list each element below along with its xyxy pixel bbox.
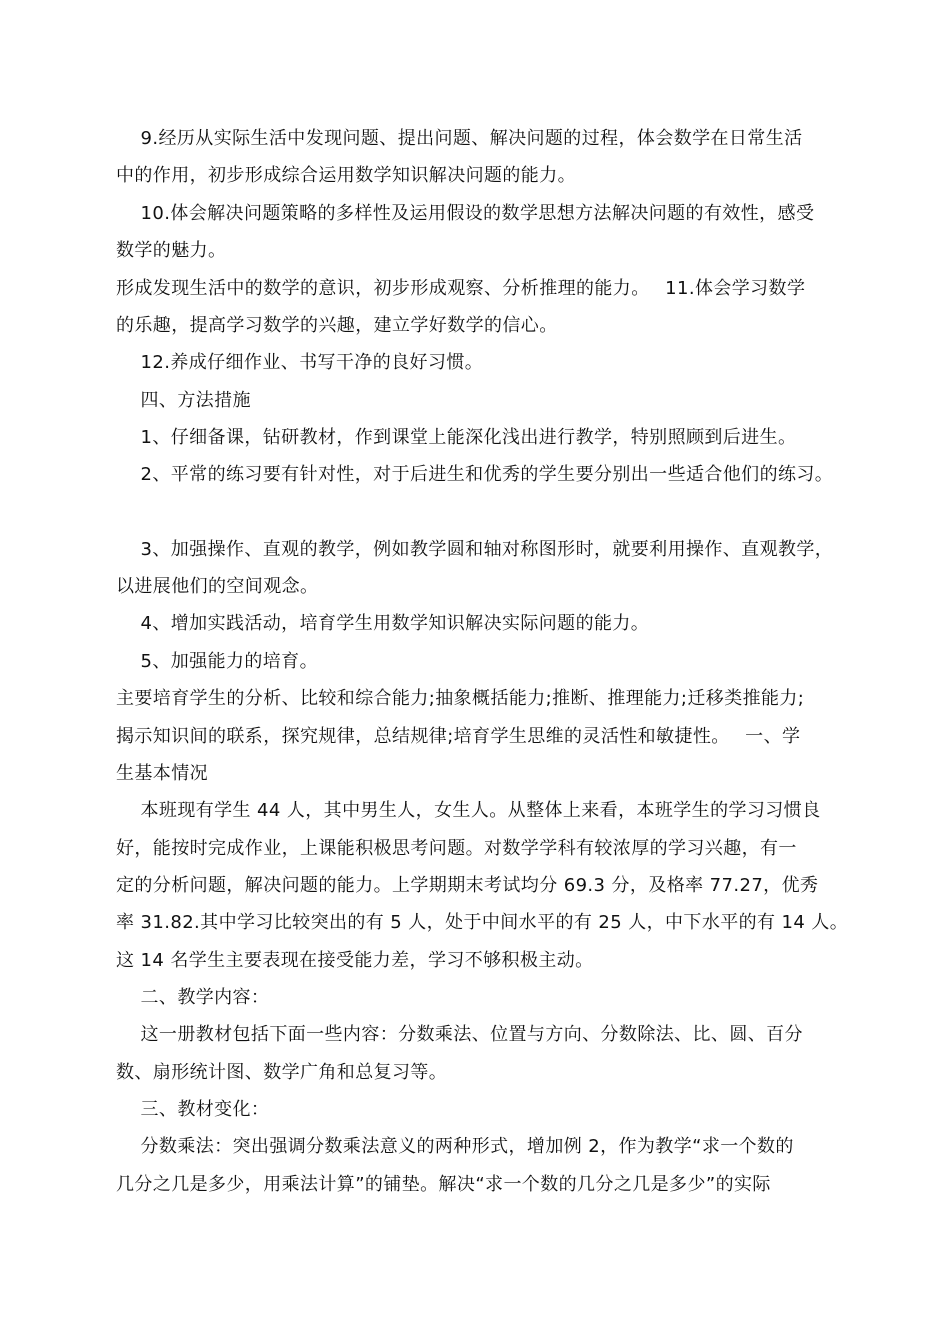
section-heading: 生基本情况 [116, 763, 208, 784]
text-line: 率 31.82.其中学习比较突出的有 5 人，处于中间水平的有 25 人，中下水平的有 14 人。 [116, 912, 849, 933]
text-line: 4、增加实践活动，培育学生用数学知识解决实际问题的能力。 [116, 613, 650, 634]
text-line: 5、加强能力的培育。 [116, 651, 318, 672]
text-line: 本班现有学生 44 人，其中男生人，女生人。从整体上来看，本班学生的学习习惯良 [116, 800, 821, 821]
text-line: 分数乘法：突出强调分数乘法意义的两种形式，增加例 2，作为教学“求一个数的 [116, 1136, 794, 1157]
text-line: 3、加强操作、直观的教学，例如教学圆和轴对称图形时，就要利用操作、直观教学， [116, 539, 834, 560]
text-line: 好，能按时完成作业，上课能积极思考问题。对数学学科有较浓厚的学习兴趣，有一 [116, 838, 797, 859]
text-line: 10.体会解决问题策略的多样性及运用假设的数学思想方法解决问题的有效性，感受 [116, 203, 815, 224]
text-line: 定的分析问题，解决问题的能力。上学期期末考试均分 69.3 分，及格率 77.27，优秀 [116, 875, 819, 896]
text-line: 数学的魅力。 [116, 240, 227, 261]
text-line: 9.经历从实际生活中发现问题、提出问题、解决问题的过程，体会数学在日常生活 [116, 128, 803, 149]
text-line: 中的作用，初步形成综合运用数学知识解决问题的能力。 [116, 165, 576, 186]
text-line: 几分之几是多少，用乘法计算”的铺垫。解决“求一个数的几分之几是多少”的实际 [116, 1174, 771, 1195]
section-heading: 三、教材变化： [116, 1099, 270, 1120]
text-line: 2、平常的练习要有针对性，对于后进生和优秀的学生要分别出一些适合他们的练习。 [116, 464, 834, 485]
text-line: 形成发现生活中的数学的意识，初步形成观察、分析推理的能力。 11.体会学习数学 [116, 278, 806, 299]
text-line: 数、扇形统计图、数学广角和总复习等。 [116, 1062, 448, 1083]
text-line: 这一册教材包括下面一些内容：分数乘法、位置与方向、分数除法、比、圆、百分 [116, 1024, 803, 1045]
text-line: 以进展他们的空间观念。 [116, 576, 319, 597]
text-line: 主要培育学生的分析、比较和综合能力;抽象概括能力;推断、推理能力;迁移类推能力; [116, 688, 805, 709]
text-line: 12.养成仔细作业、书写干净的良好习惯。 [116, 352, 484, 373]
text-line: 这 14 名学生主要表现在接受能力差，学习不够积极主动。 [116, 950, 594, 971]
text-line: 揭示知识间的联系，探究规律，总结规律;培育学生思维的灵活性和敏捷性。 一、学 [116, 726, 801, 747]
text-line: 的乐趣，提高学习数学的兴趣，建立学好数学的信心。 [116, 315, 558, 336]
text-line: 1、仔细备课，钻研教材，作到课堂上能深化浅出进行教学，特别照顾到后进生。 [116, 427, 797, 448]
section-heading: 二、教学内容： [116, 987, 270, 1008]
section-heading: 四、方法措施 [116, 390, 251, 411]
